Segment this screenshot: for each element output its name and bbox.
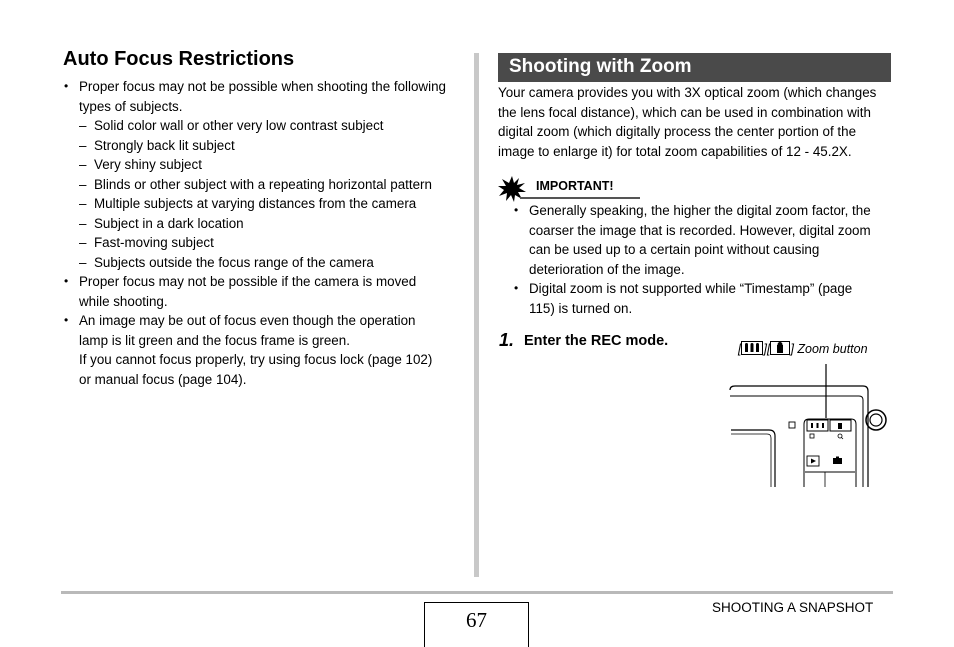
subject-item: – Subject in a dark location bbox=[63, 214, 463, 234]
subject-item: – Fast-moving subject bbox=[63, 233, 463, 253]
wide-zoom-icon bbox=[741, 341, 763, 358]
zoom-intro-paragraph: Your camera provides you with 3X optical zoom (which changes the lens focal distance), which can be used in combination with digital zoom (which digitally process the center portion of the image to enlarge it) for total zoom capabilities of 12 - 45.2X. bbox=[498, 85, 877, 159]
footer-rule bbox=[61, 591, 893, 594]
step-number: 1. bbox=[499, 330, 515, 350]
list-item: • Digital zoom is not supported while “Timestamp” (page 115) is turned on. bbox=[513, 279, 893, 318]
subject-item: – Subjects outside the focus range of the camera bbox=[63, 253, 463, 273]
important-label: IMPORTANT! bbox=[536, 179, 614, 193]
important-list bbox=[513, 201, 893, 318]
subject-item: – Blinds or other subject with a repeating horizontal pattern bbox=[63, 175, 463, 195]
zoom-button-caption: [ ][ ] Zoom button bbox=[738, 342, 868, 356]
subject-item: – Multiple subjects at varying distances from the camera bbox=[63, 194, 463, 214]
subject-item: – Strongly back lit subject bbox=[63, 136, 463, 156]
auto-focus-restrictions-list bbox=[63, 77, 463, 389]
subject-item: – Very shiny subject bbox=[63, 155, 463, 175]
subject-item: – Solid color wall or other very low contrast subject bbox=[63, 116, 463, 136]
section-title-zoom: Shooting with Zoom bbox=[509, 56, 692, 77]
footer-section-title: SHOOTING A SNAPSHOT bbox=[712, 600, 874, 615]
step-text: Enter the REC mode. bbox=[524, 333, 669, 349]
list-item: • Proper focus may not be possible when shooting the following types of subjects. bbox=[63, 77, 463, 116]
important-underline bbox=[520, 197, 640, 199]
tele-zoom-icon bbox=[770, 341, 790, 358]
section-title-auto-focus: Auto Focus Restrictions bbox=[63, 48, 295, 70]
list-item: • Proper focus may not be possible if the camera is moved while shooting. bbox=[63, 272, 463, 311]
column-divider bbox=[474, 53, 479, 577]
list-item: • An image may be out of focus even though the operation lamp is lit green and the focus frame is green. If you cannot focus properly, try using focus lock (page 102) or manual focus (page 104). bbox=[63, 311, 463, 389]
camera-back-illustration bbox=[725, 364, 890, 488]
page-number: 67 bbox=[466, 608, 487, 632]
list-item: • Generally speaking, the higher the digital zoom factor, the coarser the image that is recorded. However, digital zoom can be used up to a certain point without causing deterioration of the image. bbox=[513, 201, 893, 279]
